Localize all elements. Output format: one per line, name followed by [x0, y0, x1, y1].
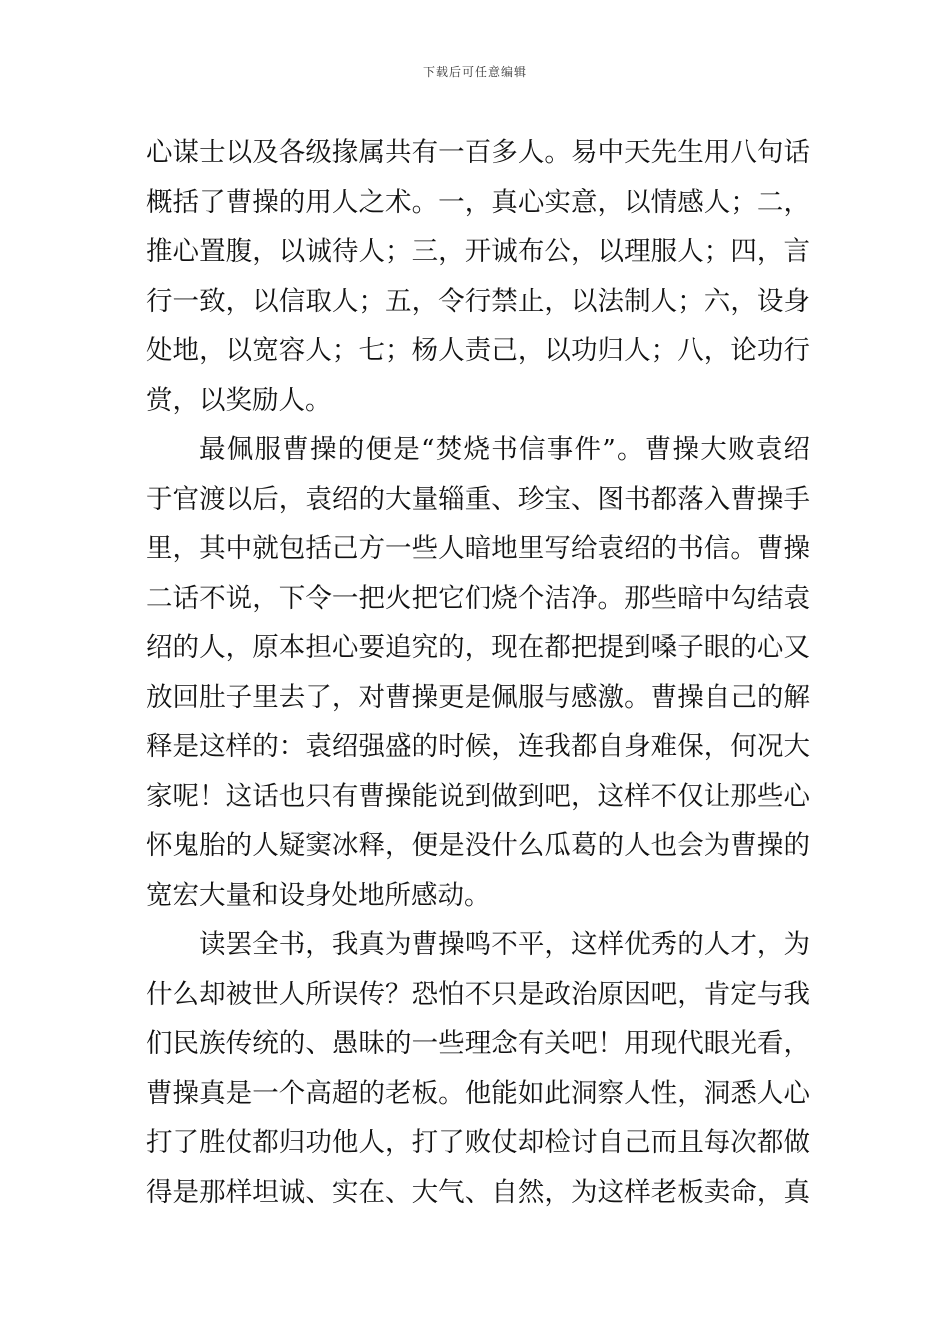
page-header: 下载后可任意编辑 [422, 65, 527, 79]
text-line: 处地，以宽容人；七；杨人责己，以功归人；八，论功行 [146, 335, 810, 366]
text-line: 们民族传统的、愚昧的一些理念有关吧！用现代眼光看， [146, 1028, 810, 1059]
text-line: 概括了曹操的用人之术。一，真心实意，以情感人；二， [146, 186, 810, 218]
text-line: 打了胜仗都归功他人，打了败仗却检讨自己而且每次都做 [146, 1127, 810, 1158]
text-line: 行一致，以信取人；五，令行禁止，以法制人；六，设身 [146, 285, 810, 317]
text-line: 赏，以奖励人。 [146, 384, 332, 416]
text-line: 家呢！这话也只有曹操能说到做到吧，这样不仅让那些心 [146, 780, 810, 812]
text-line: 得是那样坦诚、实在、大气、自然，为这样老板卖命，真 [146, 1176, 810, 1208]
text-line: 放回肚子里去了，对曹操更是佩服与感激。曹操自己的解 [146, 681, 810, 713]
text-line: 心谋士以及各级掾属共有一百多人。易中天先生用八句话 [146, 137, 810, 168]
text-line: 于官渡以后，袁绍的大量辎重、珍宝、图书都落入曹操手 [146, 483, 810, 515]
text-line: 里，其中就包括己方一些人暗地里写给袁绍的书信。曹操 [146, 533, 810, 564]
text-line: 什么却被世人所误传？恐怕不只是政治原因吧，肯定与我 [146, 978, 810, 1010]
text-line: 二话不说，下令一把火把它们烧个洁净。那些暗中勾结袁 [146, 582, 810, 614]
text-line: 绍的人，原本担心要追究的，现在都把提到嗓子眼的心又 [146, 632, 810, 663]
text-line: 推心置腹，以诚待人；三，开诚布公，以理服人；四，言 [146, 236, 810, 267]
text-line: 宽宏大量和设身处地所感动。 [146, 879, 491, 911]
text-line: 曹操真是一个高超的老板。他能如此洞察人性，洞悉人心 [146, 1077, 810, 1109]
body-text [146, 128, 810, 1217]
text-line: 怀鬼胎的人疑窦冰释，便是没什么瓜葛的人也会为曹操的 [146, 830, 810, 861]
text-line: 读罢全书，我真为曹操鸣不平，这样优秀的人才，为 [199, 929, 810, 960]
text-line: 最佩服曹操的便是“焚烧书信事件”。曹操大败袁绍 [199, 434, 810, 465]
text-line: 释是这样的：袁绍强盛的时候，连我都自身难保，何况大 [146, 731, 810, 762]
